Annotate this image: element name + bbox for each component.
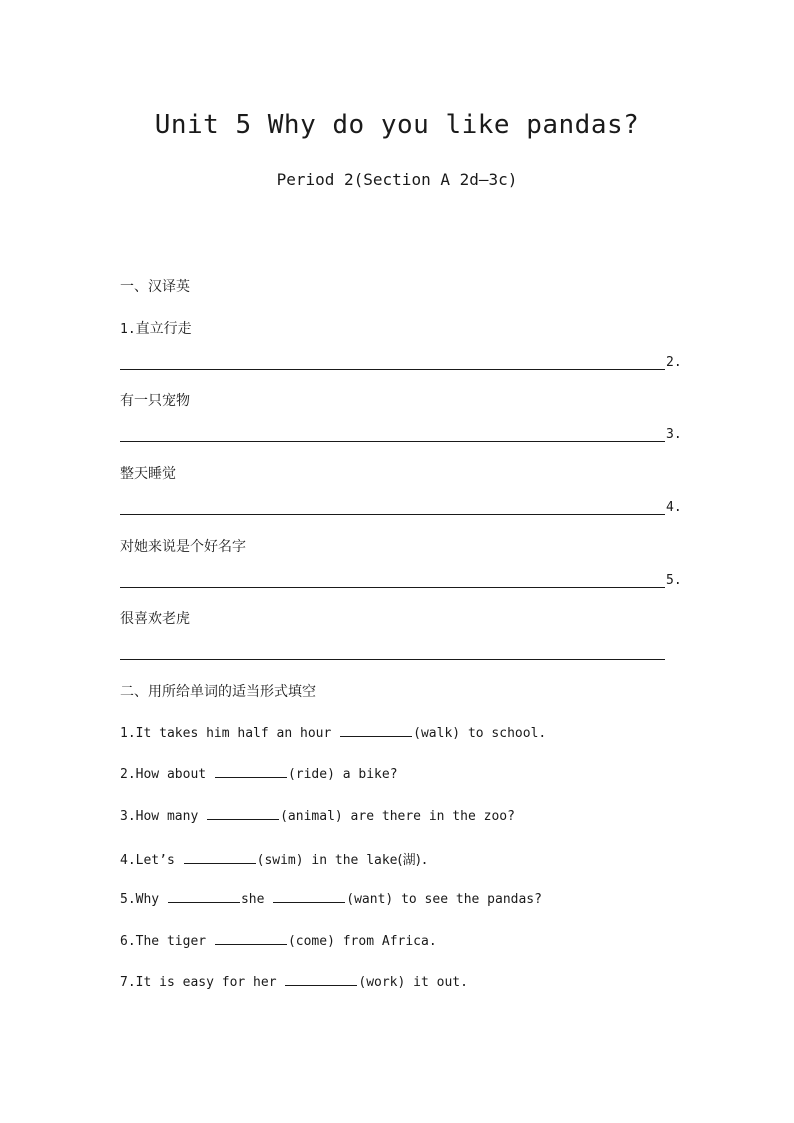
sentence-4: 4.Let’s (swim) in the lake(湖).: [120, 853, 429, 868]
fill-blank[interactable]: [207, 807, 279, 820]
section1-item-2: 有一只宠物: [120, 393, 190, 409]
section1-item-5: 很喜欢老虎: [120, 611, 190, 627]
section1-heading: 一、汉译英: [120, 279, 190, 295]
next-item-number: 5.: [666, 573, 682, 588]
answer-line-1[interactable]: [120, 369, 665, 370]
page-title: Unit 5 Why do you like pandas?: [154, 110, 640, 140]
sentence-3: 3.How many (animal) are there in the zoo?: [120, 809, 515, 824]
fill-blank[interactable]: [215, 765, 287, 778]
word-hint: (work): [358, 975, 406, 990]
sentence-6: 6.The tiger (come) from Africa.: [120, 934, 437, 949]
sentence-2: 2.How about (ride) a bike?: [120, 767, 398, 782]
section1-item-3: 整天睡觉: [120, 466, 176, 482]
next-item-number: 2.: [666, 355, 682, 370]
answer-line-2[interactable]: [120, 441, 665, 442]
section2-heading: 二、用所给单词的适当形式填空: [120, 684, 316, 700]
next-item-number: 4.: [666, 500, 682, 515]
fill-blank[interactable]: [215, 932, 287, 945]
word-hint: (animal): [280, 809, 343, 824]
answer-line-4[interactable]: [120, 587, 665, 588]
fill-blank[interactable]: [285, 973, 357, 986]
fill-blank[interactable]: [273, 890, 345, 903]
sentence-1: 1.It takes him half an hour (walk) to school.: [120, 726, 547, 741]
section1-item-4: 对她来说是个好名字: [120, 539, 246, 555]
fill-blank[interactable]: [184, 851, 256, 864]
chinese-note: (湖): [397, 853, 421, 868]
fill-blank[interactable]: [168, 890, 240, 903]
answer-line-3[interactable]: [120, 514, 665, 515]
sentence-5: 5.Why she (want) to see the pandas?: [120, 892, 542, 907]
next-item-number: 3.: [666, 427, 682, 442]
word-hint: (ride): [287, 767, 335, 782]
word-hint: (walk): [413, 726, 461, 741]
item-number: 1.: [120, 322, 136, 337]
word-hint: (want): [346, 892, 394, 907]
word-hint: (come): [287, 934, 335, 949]
answer-line-5[interactable]: [120, 659, 665, 660]
page-subtitle: Period 2(Section A 2d—3c): [276, 170, 518, 189]
fill-blank[interactable]: [340, 724, 412, 737]
item-text: 直立行走: [135, 321, 192, 337]
section1-item-1: [120, 318, 192, 338]
word-hint: (swim): [256, 853, 304, 868]
sentence-7: 7.It is easy for her (work) it out.: [120, 975, 468, 990]
